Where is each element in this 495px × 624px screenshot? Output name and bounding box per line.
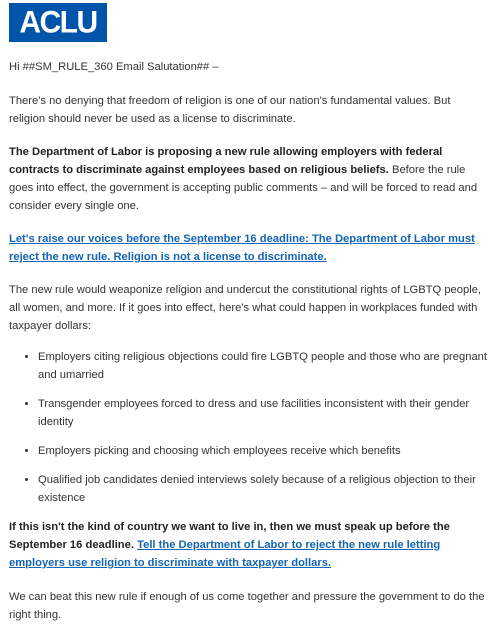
email-content — [9, 58, 489, 624]
list-item: • Employers picking and choosing which employees receive which benefits — [38, 442, 489, 460]
cta-link[interactable]: Let's raise our voices before the September 16 deadline: The Department of Labor must reject the new rule. Religion is not a license to discriminate. — [9, 233, 475, 263]
closing-bold-text: If this isn't the kind of country we want to live in, then we must speak up before the September 16 deadline. — [9, 521, 450, 551]
dol-bold-text: The Department of Labor is proposing a new rule allowing employers with federal contracts to discriminate against employees based on religious beliefs. — [9, 146, 443, 176]
aclu-logo[interactable] — [9, 3, 107, 42]
list-item: • Transgender employees forced to dress and use facilities inconsistent with their gender identity — [38, 395, 489, 431]
logo-text: ACLU — [19, 4, 97, 40]
list-item: • Qualified job candidates denied interviews solely because of a religious objection to their existence — [38, 471, 489, 507]
consequences-list — [9, 348, 489, 507]
final-paragraph: We can beat this new rule if enough of us come together and pressure the government to do the right thing. — [9, 591, 485, 621]
closing-link[interactable]: Tell the Department of Labor to reject the new rule letting employers use religion to discriminate with taxpayer dollars. — [9, 539, 441, 569]
cta-paragraph — [9, 230, 489, 266]
dol-rest-text: Before the rule goes into effect, the government is accepting public comments – and will be forced to read and consider every single one. — [9, 164, 478, 212]
greeting: Hi ##SM_RULE_360 Email Salutation## – — [9, 61, 219, 73]
closing-paragraph — [9, 518, 489, 572]
list-item: • Employers citing religious objections could fire LGBTQ people and those who are pregnant and umarried — [38, 348, 489, 384]
weaponize-paragraph: The new rule would weaponize religion and undercut the constitutional rights of LGBTQ people, all women, and more. If it goes into effect, here's what could happen in workplaces funded with taxpayer dollars: — [9, 284, 482, 332]
intro-paragraph: There's no denying that freedom of religion is one of our nation's fundamental values. But religion should never be used as a license to discriminate. — [9, 95, 451, 125]
dol-paragraph — [9, 143, 489, 215]
